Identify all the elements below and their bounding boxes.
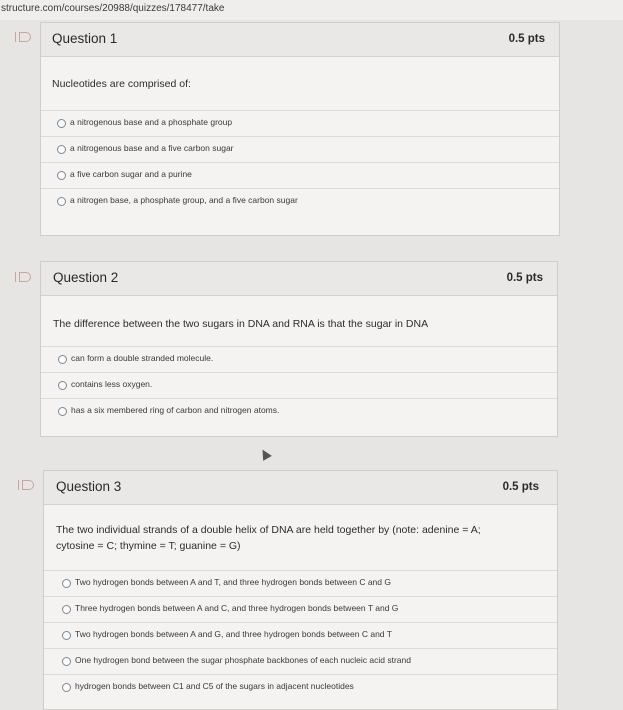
answer-label[interactable]: One hydrogen bond between the sugar phosphate backbones of each nucleic acid strand [75, 655, 411, 665]
answer-label[interactable]: a nitrogen base, a phosphate group, and a five carbon sugar [70, 195, 298, 205]
question-1-header [41, 23, 559, 57]
answer-label[interactable]: Two hydrogen bonds between A and T, and three hydrogen bonds between C and G [75, 577, 391, 587]
radio-button[interactable] [62, 579, 71, 588]
question-1-answer-2[interactable] [41, 136, 559, 162]
answer-label[interactable]: can form a double stranded molecule. [71, 353, 214, 363]
question-2-answer-2[interactable] [41, 372, 557, 398]
question-2-title: Question 2 [53, 270, 119, 285]
question-2-answer-1[interactable] [41, 346, 557, 372]
radio-button[interactable] [58, 407, 67, 416]
question-1-title: Question 1 [52, 31, 118, 46]
radio-button[interactable] [62, 683, 71, 692]
question-1-answer-1[interactable] [41, 110, 559, 136]
flag-question-3-icon[interactable] [22, 480, 34, 490]
question-3-answer-1[interactable] [44, 570, 557, 596]
radio-button[interactable] [57, 145, 66, 154]
question-1-text: Nucleotides are comprised of: [52, 78, 191, 90]
question-1-answer-4[interactable] [41, 188, 559, 214]
answer-label[interactable]: a five carbon sugar and a purine [70, 169, 192, 179]
question-3-points: 0.5 pts [502, 481, 539, 493]
question-1-points: 0.5 pts [508, 33, 545, 45]
question-2-points: 0.5 pts [506, 272, 543, 284]
question-3-text: The two individual strands of a double helix of DNA are held together by (note: adenine = A; cytosine = C; thymine = T; guanine = G) [56, 524, 481, 552]
question-3-answer-4[interactable] [44, 648, 557, 674]
mouse-cursor-icon [258, 447, 272, 461]
question-3-answer-3[interactable] [44, 622, 557, 648]
radio-button[interactable] [58, 381, 67, 390]
flag-question-1-icon[interactable] [19, 32, 31, 42]
question-1-answer-3[interactable] [41, 162, 559, 188]
radio-button[interactable] [57, 197, 66, 206]
radio-button[interactable] [57, 171, 66, 180]
question-1 [40, 22, 560, 236]
question-3 [43, 470, 558, 710]
question-3-answer-5[interactable] [44, 674, 557, 700]
radio-button[interactable] [57, 119, 66, 128]
radio-button[interactable] [58, 355, 67, 364]
answer-label[interactable]: a nitrogenous base and a five carbon sugar [70, 143, 234, 153]
question-2-answer-3[interactable] [41, 398, 557, 424]
question-2 [40, 261, 558, 437]
answer-label[interactable]: has a six membered ring of carbon and nitrogen atoms. [71, 405, 280, 415]
radio-button[interactable] [62, 605, 71, 614]
answer-label[interactable]: a nitrogenous base and a phosphate group [70, 117, 233, 127]
question-2-text: The difference between the two sugars in DNA and RNA is that the sugar in DNA [53, 318, 429, 330]
answer-label[interactable]: contains less oxygen. [71, 379, 153, 389]
question-2-header [41, 262, 557, 296]
answer-label[interactable]: Three hydrogen bonds between A and C, and three hydrogen bonds between T and G [75, 603, 399, 613]
question-3-header [44, 471, 557, 505]
question-3-answer-2[interactable] [44, 596, 557, 622]
answer-label[interactable]: Two hydrogen bonds between A and G, and three hydrogen bonds between C and T [75, 629, 392, 639]
radio-button[interactable] [62, 657, 71, 666]
address-bar[interactable]: structure.com/courses/20988/quizzes/178477/take [0, 0, 623, 20]
flag-question-2-icon[interactable] [19, 272, 31, 282]
radio-button[interactable] [62, 631, 71, 640]
question-3-title: Question 3 [56, 479, 122, 494]
answer-label[interactable]: hydrogen bonds between C1 and C5 of the sugars in adjacent nucleotides [75, 681, 354, 691]
